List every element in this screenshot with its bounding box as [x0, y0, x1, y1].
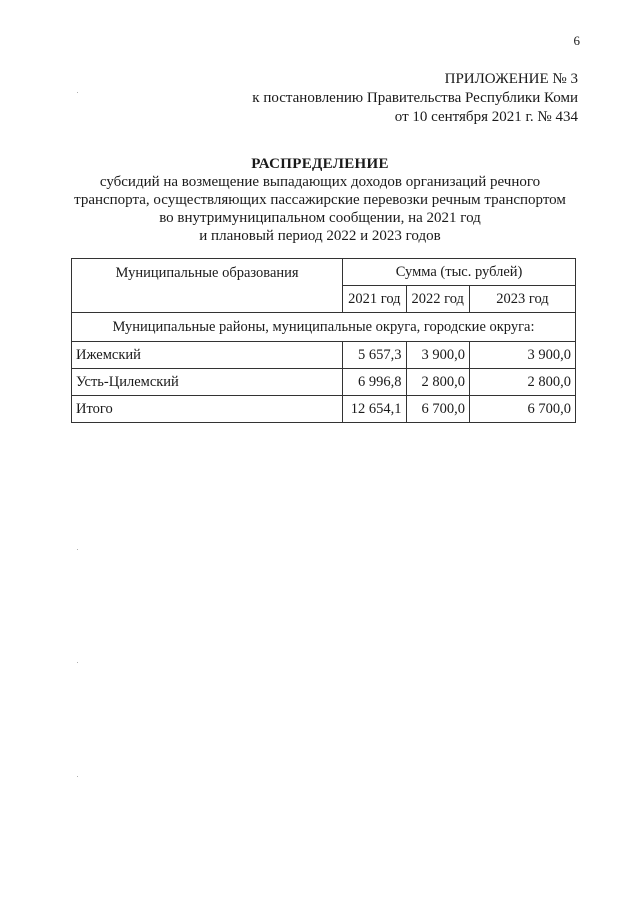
row-value-2023: 6 700,0 — [469, 396, 575, 423]
scan-speck — [77, 776, 78, 777]
appendix-date-number: от 10 сентября 2021 г. № 434 — [394, 109, 578, 125]
page-number: 6 — [573, 33, 580, 48]
row-value-2021: 5 657,3 — [343, 342, 406, 369]
header-year-2021: 2021 год — [343, 286, 406, 313]
scan-speck — [77, 549, 78, 550]
table-row — [72, 369, 576, 396]
document-title-block — [60, 155, 580, 245]
distribution-table — [71, 258, 576, 423]
header-year-2023: 2023 год — [469, 286, 575, 313]
row-value-2022: 3 900,0 — [406, 342, 469, 369]
row-value-2021: 12 654,1 — [343, 396, 406, 423]
row-value-2021: 6 996,8 — [343, 369, 406, 396]
row-value-2022: 2 800,0 — [406, 369, 469, 396]
header-year-2022: 2022 год — [406, 286, 469, 313]
scan-speck — [77, 662, 78, 663]
table-header-row — [72, 259, 576, 286]
title-line-3: во внутримуниципальном сообщении, на 2021 год — [159, 210, 481, 226]
row-value-2023: 3 900,0 — [469, 342, 575, 369]
subheader-municipalities: Муниципальные районы, муниципальные округа, городские округа: — [72, 313, 576, 342]
header-municipal: Муниципальные образования — [72, 259, 343, 313]
title-line-1: субсидий на возмещение выпадающих доходов организаций речного — [99, 174, 541, 190]
row-value-2022: 6 700,0 — [406, 396, 469, 423]
table-row-total — [72, 396, 576, 423]
document-heading: РАСПРЕДЕЛЕНИЕ — [251, 156, 389, 172]
row-name: Итого — [72, 396, 343, 423]
appendix-header — [252, 70, 578, 127]
appendix-title: ПРИЛОЖЕНИЕ № 3 — [444, 71, 578, 87]
header-sum: Сумма (тыс. рублей) — [343, 259, 576, 286]
appendix-resolution: к постановлению Правительства Республики Коми — [252, 90, 578, 106]
scan-speck — [77, 92, 78, 93]
table-subheader-row — [72, 313, 576, 342]
title-line-4: и плановый период 2022 и 2023 годов — [199, 228, 441, 244]
row-name: Ижемский — [72, 342, 343, 369]
table-row — [72, 342, 576, 369]
row-value-2023: 2 800,0 — [469, 369, 575, 396]
title-line-2: транспорта, осуществляющих пассажирские перевозки речным транспортом — [74, 192, 566, 208]
row-name: Усть-Цилемский — [72, 369, 343, 396]
